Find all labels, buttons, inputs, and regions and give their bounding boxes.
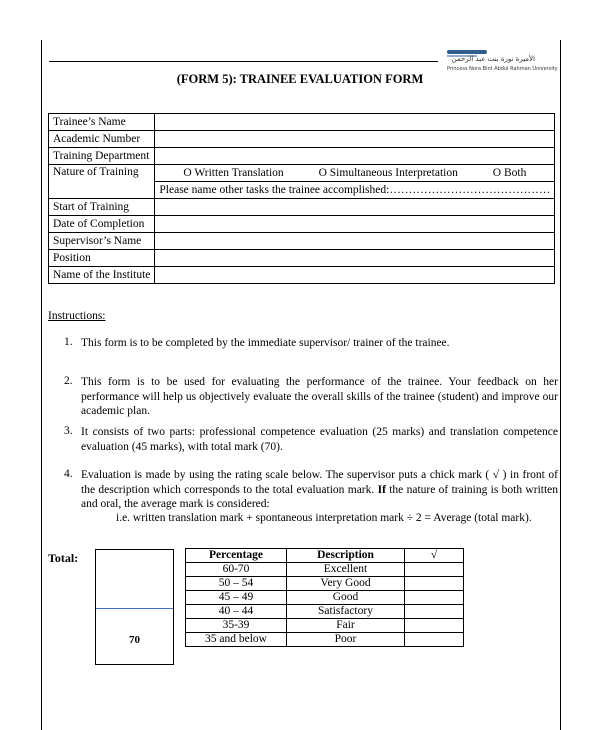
page-right-border bbox=[560, 40, 561, 730]
institute-name-label: Name of the Institute bbox=[49, 267, 155, 284]
supervisor-name-field[interactable] bbox=[155, 233, 555, 250]
table-row: 50 – 54 Very Good bbox=[186, 577, 464, 591]
table-row bbox=[49, 233, 555, 250]
table-header-row bbox=[186, 549, 464, 563]
trainee-name-field[interactable] bbox=[155, 114, 555, 131]
table-row bbox=[49, 216, 555, 233]
training-department-field[interactable] bbox=[155, 148, 555, 165]
percentage-header: Percentage bbox=[186, 549, 287, 563]
table-row: 35-39 Fair bbox=[186, 619, 464, 633]
option-written-translation[interactable]: O Written Translation bbox=[183, 166, 284, 179]
training-type-options bbox=[155, 165, 555, 182]
position-label: Position bbox=[49, 250, 155, 267]
check-cell[interactable] bbox=[405, 619, 464, 633]
start-of-training-field[interactable] bbox=[155, 199, 555, 216]
total-score-box[interactable] bbox=[95, 549, 174, 665]
start-of-training-label: Start of Training bbox=[49, 199, 155, 216]
checkmark-header: √ bbox=[405, 549, 464, 563]
training-department-label: Training Department bbox=[49, 148, 155, 165]
total-label: Total: bbox=[48, 551, 79, 565]
trainee-info-table bbox=[48, 113, 555, 284]
university-logo: الأميرة نورة بنت عبد الرحمن Princess Nora Bint Abdul Rahman University bbox=[447, 50, 535, 78]
instruction-text: Evaluation is made by using the rating scale below. The supervisor puts a chick mark ( √ ) in front of the description which corresponds to the total evaluation mark. If the nature of training is both written and oral, the average mark is considered: bbox=[81, 469, 559, 510]
form-title: (FORM 5): TRAINEE EVALUATION FORM bbox=[176, 72, 424, 86]
instructions-heading: Instructions: bbox=[48, 310, 106, 322]
check-cell[interactable] bbox=[405, 591, 464, 605]
supervisor-name-label: Supervisor’s Name bbox=[49, 233, 155, 250]
table-row: 35 and below Poor bbox=[186, 633, 464, 647]
nature-of-training-label: Nature of Training bbox=[49, 165, 155, 199]
check-cell[interactable] bbox=[405, 633, 464, 647]
table-row bbox=[49, 267, 555, 284]
option-both[interactable]: O Both bbox=[492, 166, 527, 179]
other-tasks-field[interactable] bbox=[155, 182, 555, 199]
table-row bbox=[49, 114, 555, 131]
date-of-completion-label: Date of Completion bbox=[49, 216, 155, 233]
instruction-text: This form is to be completed by the immediate supervisor/ trainer of the trainee. bbox=[81, 337, 450, 349]
table-row: 45 – 49 Good bbox=[186, 591, 464, 605]
total-max-value: 70 bbox=[129, 634, 140, 646]
table-row: 60-70 Excellent bbox=[186, 563, 464, 577]
rating-scale-table bbox=[185, 548, 464, 647]
average-formula: i.e. written translation mark + spontaneous interpretation mark ÷ 2 = Average (total mark). bbox=[116, 512, 532, 524]
option-simultaneous-interpretation[interactable]: O Simultaneous Interpretation bbox=[318, 166, 458, 179]
academic-number-label: Academic Number bbox=[49, 131, 155, 148]
academic-number-field[interactable] bbox=[155, 131, 555, 148]
instruction-text: This form is to be used for evaluating the performance of the trainee. Your feedback on her performance will help us objectively evaluate the overall skills of the trainee (student) and improve our academic plan. bbox=[81, 376, 558, 417]
table-row: 40 – 44 Satisfactory bbox=[186, 605, 464, 619]
table-row bbox=[49, 131, 555, 148]
check-cell[interactable] bbox=[405, 605, 464, 619]
instruction-text: It consists of two parts: professional competence evaluation (25 marks) and translation competence evaluation (45 marks), with total mark (70). bbox=[81, 426, 558, 453]
score-divider bbox=[96, 608, 173, 609]
institute-name-field[interactable] bbox=[155, 267, 555, 284]
table-row bbox=[49, 165, 555, 182]
date-of-completion-field[interactable] bbox=[155, 216, 555, 233]
trainee-name-label: Trainee’s Name bbox=[49, 114, 155, 131]
table-row bbox=[49, 148, 555, 165]
check-cell[interactable] bbox=[405, 563, 464, 577]
description-header: Description bbox=[287, 549, 405, 563]
table-row bbox=[49, 250, 555, 267]
page-left-border bbox=[41, 40, 42, 730]
check-cell[interactable] bbox=[405, 577, 464, 591]
other-tasks-label: Please name other tasks the trainee accomplished:…………………………………… bbox=[159, 183, 551, 196]
table-row bbox=[49, 199, 555, 216]
position-field[interactable] bbox=[155, 250, 555, 267]
header-rule bbox=[49, 61, 438, 62]
